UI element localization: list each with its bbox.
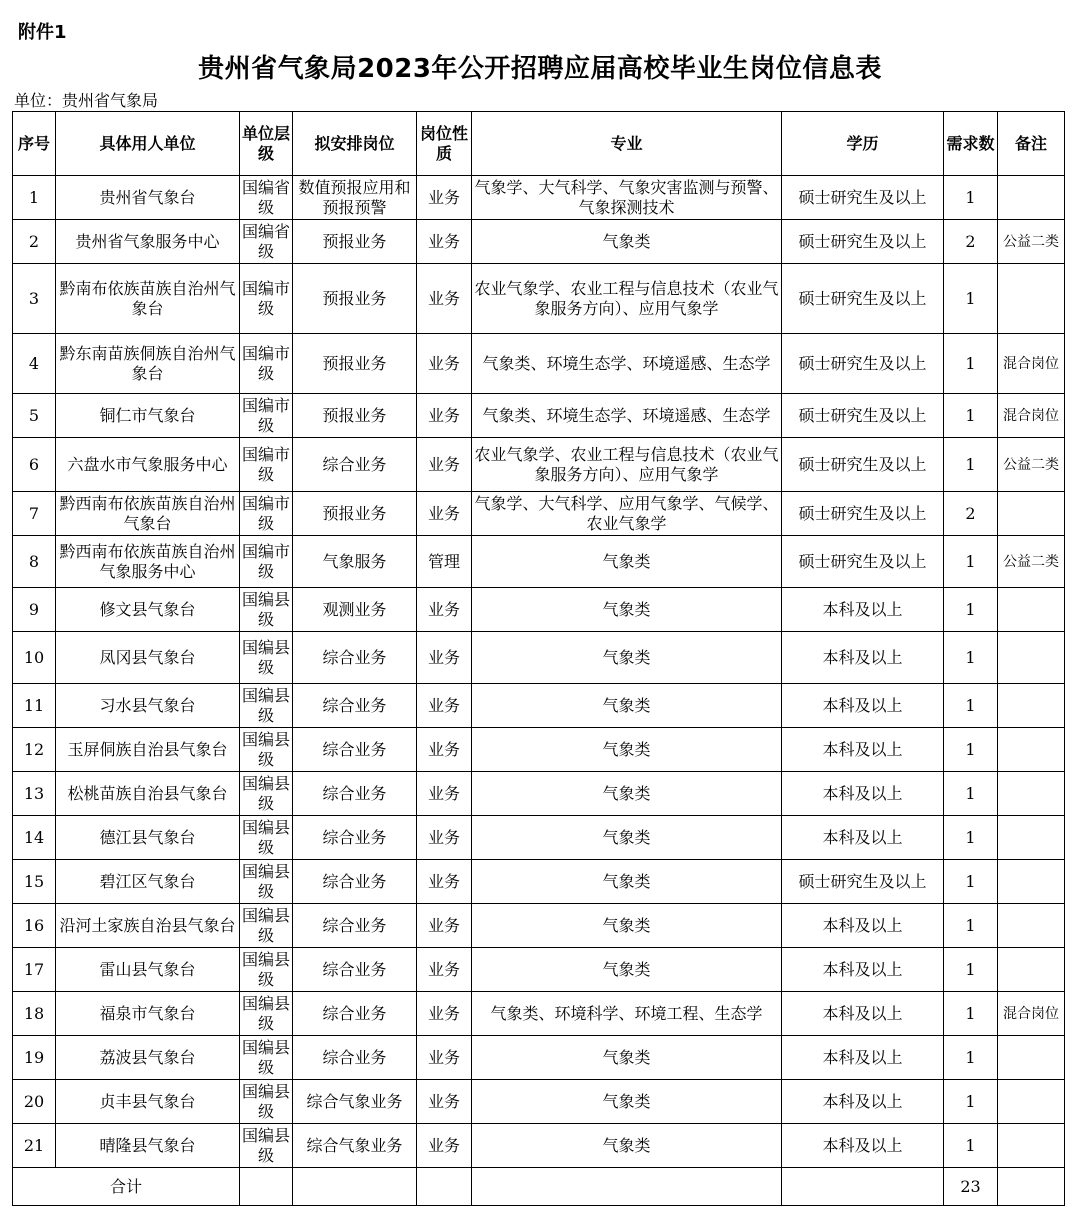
row-number-cell: 11: [13, 684, 56, 728]
employer-unit-cell: 黔南布依族苗族自治州气象台: [56, 264, 240, 334]
post-name-cell: 综合业务: [293, 1036, 417, 1080]
post-nature-cell: 业务: [417, 176, 472, 220]
row-number-cell: 9: [13, 588, 56, 632]
education-cell: 硕士研究生及以上: [782, 492, 944, 536]
post-nature-cell: 管理: [417, 536, 472, 588]
table-row: [13, 948, 1065, 992]
demand-count-cell: 1: [944, 684, 998, 728]
demand-count-cell: 1: [944, 176, 998, 220]
unit-line: 单位：贵州省气象局: [14, 91, 159, 110]
demand-count-cell: 1: [944, 728, 998, 772]
education-cell: 本科及以上: [782, 948, 944, 992]
employer-unit-cell: 铜仁市气象台: [56, 394, 240, 438]
post-nature-cell: 业务: [417, 816, 472, 860]
table-row: [13, 394, 1065, 438]
post-name-cell: 综合业务: [293, 632, 417, 684]
post-name-cell: 预报业务: [293, 492, 417, 536]
education-cell: 本科及以上: [782, 684, 944, 728]
education-cell: 本科及以上: [782, 816, 944, 860]
unit-level-cell: 国编县级: [240, 588, 293, 632]
employer-unit-cell: 贵州省气象服务中心: [56, 220, 240, 264]
major-cell: 气象类: [472, 816, 782, 860]
table-row: [13, 492, 1065, 536]
unit-level-cell: 国编县级: [240, 632, 293, 684]
post-nature-cell: 业务: [417, 394, 472, 438]
employer-unit-cell: 黔西南布依族苗族自治州气象台: [56, 492, 240, 536]
education-cell: 本科及以上: [782, 728, 944, 772]
employer-unit-cell: 荔波县气象台: [56, 1036, 240, 1080]
education-cell: 本科及以上: [782, 1036, 944, 1080]
employer-unit-cell: 黔东南苗族侗族自治州气象台: [56, 334, 240, 394]
education-cell: 硕士研究生及以上: [782, 220, 944, 264]
remark-cell: 公益二类: [998, 536, 1065, 588]
post-nature-cell: 业务: [417, 632, 472, 684]
unit-level-cell: 国编县级: [240, 684, 293, 728]
post-nature-cell: 业务: [417, 588, 472, 632]
row-number-cell: 7: [13, 492, 56, 536]
remark-cell: 混合岗位: [998, 334, 1065, 394]
employer-unit-cell: 凤冈县气象台: [56, 632, 240, 684]
employer-unit-cell: 习水县气象台: [56, 684, 240, 728]
remark-cell: [998, 588, 1065, 632]
remark-cell: [998, 684, 1065, 728]
table-row: [13, 1036, 1065, 1080]
demand-count-cell: 1: [944, 992, 998, 1036]
table-row: [13, 992, 1065, 1036]
employer-unit-cell: 德江县气象台: [56, 816, 240, 860]
remark-cell: 混合岗位: [998, 992, 1065, 1036]
post-nature-cell: 业务: [417, 992, 472, 1036]
major-cell: 农业气象学、农业工程与信息技术（农业气象服务方向）、应用气象学: [472, 264, 782, 334]
row-number-cell: 13: [13, 772, 56, 816]
unit-level-cell: 国编县级: [240, 948, 293, 992]
employer-unit-cell: 晴隆县气象台: [56, 1124, 240, 1168]
row-number-cell: 21: [13, 1124, 56, 1168]
post-name-cell: 预报业务: [293, 220, 417, 264]
total-empty-education: [782, 1168, 944, 1206]
post-name-cell: 综合业务: [293, 992, 417, 1036]
demand-count-cell: 2: [944, 220, 998, 264]
education-cell: 硕士研究生及以上: [782, 264, 944, 334]
post-nature-cell: 业务: [417, 492, 472, 536]
remark-cell: 公益二类: [998, 438, 1065, 492]
unit-level-cell: 国编市级: [240, 438, 293, 492]
post-nature-cell: 业务: [417, 220, 472, 264]
major-cell: 气象类、环境生态学、环境遥感、生态学: [472, 334, 782, 394]
unit-level-cell: 国编县级: [240, 1036, 293, 1080]
unit-level-cell: 国编县级: [240, 1124, 293, 1168]
post-name-cell: 预报业务: [293, 264, 417, 334]
table-row: [13, 176, 1065, 220]
demand-count-cell: 1: [944, 904, 998, 948]
header-row: [13, 112, 1065, 176]
header-count: 需求数: [944, 112, 998, 176]
employer-unit-cell: 雷山县气象台: [56, 948, 240, 992]
employer-unit-cell: 碧江区气象台: [56, 860, 240, 904]
unit-level-cell: 国编省级: [240, 220, 293, 264]
education-cell: 硕士研究生及以上: [782, 536, 944, 588]
header-no: 序号: [13, 112, 56, 176]
header-unit: 具体用人单位: [56, 112, 240, 176]
employer-unit-cell: 松桃苗族自治县气象台: [56, 772, 240, 816]
major-cell: 气象类: [472, 904, 782, 948]
post-name-cell: 综合业务: [293, 684, 417, 728]
total-empty-note: [998, 1168, 1065, 1206]
post-nature-cell: 业务: [417, 860, 472, 904]
education-cell: 硕士研究生及以上: [782, 394, 944, 438]
table-row: [13, 1124, 1065, 1168]
row-number-cell: 4: [13, 334, 56, 394]
major-cell: 气象类: [472, 588, 782, 632]
post-name-cell: 综合业务: [293, 816, 417, 860]
major-cell: 气象类: [472, 220, 782, 264]
table-row: [13, 588, 1065, 632]
unit-level-cell: 国编市级: [240, 394, 293, 438]
remark-cell: [998, 948, 1065, 992]
remark-cell: [998, 816, 1065, 860]
table-row: [13, 816, 1065, 860]
table-row: [13, 264, 1065, 334]
table-row: [13, 220, 1065, 264]
demand-count-cell: 1: [944, 394, 998, 438]
major-cell: 气象类: [472, 1036, 782, 1080]
demand-count-cell: 1: [944, 264, 998, 334]
major-cell: 气象类: [472, 1080, 782, 1124]
total-empty-post: [293, 1168, 417, 1206]
demand-count-cell: 1: [944, 1036, 998, 1080]
remark-cell: [998, 1080, 1065, 1124]
unit-level-cell: 国编县级: [240, 816, 293, 860]
remark-cell: [998, 728, 1065, 772]
unit-level-cell: 国编市级: [240, 334, 293, 394]
total-label: 合计: [13, 1168, 240, 1206]
post-nature-cell: 业务: [417, 904, 472, 948]
header-nature: 岗位性质: [417, 112, 472, 176]
table-row: [13, 860, 1065, 904]
employer-unit-cell: 沿河土家族自治县气象台: [56, 904, 240, 948]
major-cell: 气象类: [472, 948, 782, 992]
post-nature-cell: 业务: [417, 1124, 472, 1168]
unit-level-cell: 国编市级: [240, 536, 293, 588]
major-cell: 气象类、环境科学、环境工程、生态学: [472, 992, 782, 1036]
employer-unit-cell: 六盘水市气象服务中心: [56, 438, 240, 492]
remark-cell: [998, 904, 1065, 948]
table-row: [13, 334, 1065, 394]
total-row: [13, 1168, 1065, 1206]
education-cell: 硕士研究生及以上: [782, 334, 944, 394]
education-cell: 本科及以上: [782, 588, 944, 632]
header-post: 拟安排岗位: [293, 112, 417, 176]
row-number-cell: 12: [13, 728, 56, 772]
attachment-label: 附件1: [18, 22, 67, 43]
row-number-cell: 1: [13, 176, 56, 220]
unit-level-cell: 国编县级: [240, 860, 293, 904]
demand-count-cell: 2: [944, 492, 998, 536]
post-name-cell: 观测业务: [293, 588, 417, 632]
row-number-cell: 3: [13, 264, 56, 334]
remark-cell: 混合岗位: [998, 394, 1065, 438]
remark-cell: 公益二类: [998, 220, 1065, 264]
demand-count-cell: 1: [944, 334, 998, 394]
row-number-cell: 16: [13, 904, 56, 948]
post-nature-cell: 业务: [417, 728, 472, 772]
remark-cell: [998, 264, 1065, 334]
unit-level-cell: 国编省级: [240, 176, 293, 220]
post-name-cell: 综合业务: [293, 860, 417, 904]
demand-count-cell: 1: [944, 816, 998, 860]
table-row: [13, 438, 1065, 492]
post-nature-cell: 业务: [417, 1036, 472, 1080]
post-name-cell: 综合业务: [293, 728, 417, 772]
remark-cell: [998, 772, 1065, 816]
remark-cell: [998, 1124, 1065, 1168]
employer-unit-cell: 贵州省气象台: [56, 176, 240, 220]
table-row: [13, 536, 1065, 588]
major-cell: 气象类: [472, 536, 782, 588]
header-major: 专业: [472, 112, 782, 176]
demand-count-cell: 1: [944, 632, 998, 684]
post-name-cell: 综合气象业务: [293, 1124, 417, 1168]
demand-count-cell: 1: [944, 1124, 998, 1168]
post-nature-cell: 业务: [417, 438, 472, 492]
page-title: 贵州省气象局2023年公开招聘应届高校毕业生岗位信息表: [198, 54, 882, 84]
remark-cell: [998, 176, 1065, 220]
row-number-cell: 14: [13, 816, 56, 860]
unit-level-cell: 国编市级: [240, 492, 293, 536]
table-row: [13, 772, 1065, 816]
demand-count-cell: 1: [944, 772, 998, 816]
demand-count-cell: 1: [944, 438, 998, 492]
education-cell: 本科及以上: [782, 992, 944, 1036]
unit-level-cell: 国编县级: [240, 728, 293, 772]
header-note: 备注: [998, 112, 1065, 176]
total-count: 23: [944, 1168, 998, 1206]
education-cell: 硕士研究生及以上: [782, 176, 944, 220]
row-number-cell: 20: [13, 1080, 56, 1124]
demand-count-cell: 1: [944, 1080, 998, 1124]
post-name-cell: 气象服务: [293, 536, 417, 588]
table-row: [13, 904, 1065, 948]
major-cell: 农业气象学、农业工程与信息技术（农业气象服务方向）、应用气象学: [472, 438, 782, 492]
total-empty-nature: [417, 1168, 472, 1206]
education-cell: 硕士研究生及以上: [782, 860, 944, 904]
post-name-cell: 综合业务: [293, 772, 417, 816]
post-name-cell: 数值预报应用和预报预警: [293, 176, 417, 220]
employer-unit-cell: 修文县气象台: [56, 588, 240, 632]
education-cell: 硕士研究生及以上: [782, 438, 944, 492]
row-number-cell: 5: [13, 394, 56, 438]
employer-unit-cell: 玉屏侗族自治县气象台: [56, 728, 240, 772]
row-number-cell: 8: [13, 536, 56, 588]
post-nature-cell: 业务: [417, 948, 472, 992]
post-nature-cell: 业务: [417, 1080, 472, 1124]
remark-cell: [998, 492, 1065, 536]
education-cell: 本科及以上: [782, 1080, 944, 1124]
row-number-cell: 15: [13, 860, 56, 904]
post-nature-cell: 业务: [417, 264, 472, 334]
table-row: [13, 728, 1065, 772]
row-number-cell: 17: [13, 948, 56, 992]
post-nature-cell: 业务: [417, 334, 472, 394]
demand-count-cell: 1: [944, 536, 998, 588]
row-number-cell: 2: [13, 220, 56, 264]
employer-unit-cell: 福泉市气象台: [56, 992, 240, 1036]
table-row: [13, 632, 1065, 684]
post-name-cell: 综合业务: [293, 438, 417, 492]
row-number-cell: 18: [13, 992, 56, 1036]
table-row: [13, 1080, 1065, 1124]
unit-level-cell: 国编县级: [240, 992, 293, 1036]
post-name-cell: 预报业务: [293, 334, 417, 394]
remark-cell: [998, 860, 1065, 904]
major-cell: 气象学、大气科学、气象灾害监测与预警、气象探测技术: [472, 176, 782, 220]
total-empty-level: [240, 1168, 293, 1206]
post-nature-cell: 业务: [417, 772, 472, 816]
major-cell: 气象类: [472, 728, 782, 772]
header-education: 学历: [782, 112, 944, 176]
major-cell: 气象类: [472, 860, 782, 904]
education-cell: 本科及以上: [782, 904, 944, 948]
remark-cell: [998, 1036, 1065, 1080]
remark-cell: [998, 632, 1065, 684]
education-cell: 本科及以上: [782, 772, 944, 816]
major-cell: 气象类、环境生态学、环境遥感、生态学: [472, 394, 782, 438]
major-cell: 气象类: [472, 1124, 782, 1168]
post-name-cell: 综合业务: [293, 948, 417, 992]
education-cell: 本科及以上: [782, 1124, 944, 1168]
unit-level-cell: 国编县级: [240, 904, 293, 948]
demand-count-cell: 1: [944, 860, 998, 904]
demand-count-cell: 1: [944, 948, 998, 992]
post-name-cell: 预报业务: [293, 394, 417, 438]
unit-level-cell: 国编市级: [240, 264, 293, 334]
row-number-cell: 6: [13, 438, 56, 492]
positions-table: [12, 111, 1065, 1206]
major-cell: 气象类: [472, 772, 782, 816]
employer-unit-cell: 贞丰县气象台: [56, 1080, 240, 1124]
major-cell: 气象类: [472, 684, 782, 728]
unit-level-cell: 国编县级: [240, 1080, 293, 1124]
row-number-cell: 10: [13, 632, 56, 684]
table-row: [13, 684, 1065, 728]
major-cell: 气象学、大气科学、应用气象学、气候学、农业气象学: [472, 492, 782, 536]
row-number-cell: 19: [13, 1036, 56, 1080]
education-cell: 本科及以上: [782, 632, 944, 684]
post-name-cell: 综合业务: [293, 904, 417, 948]
header-level: 单位层级: [240, 112, 293, 176]
total-empty-major: [472, 1168, 782, 1206]
unit-level-cell: 国编县级: [240, 772, 293, 816]
employer-unit-cell: 黔西南布依族苗族自治州气象服务中心: [56, 536, 240, 588]
post-name-cell: 综合气象业务: [293, 1080, 417, 1124]
demand-count-cell: 1: [944, 588, 998, 632]
major-cell: 气象类: [472, 632, 782, 684]
post-nature-cell: 业务: [417, 684, 472, 728]
